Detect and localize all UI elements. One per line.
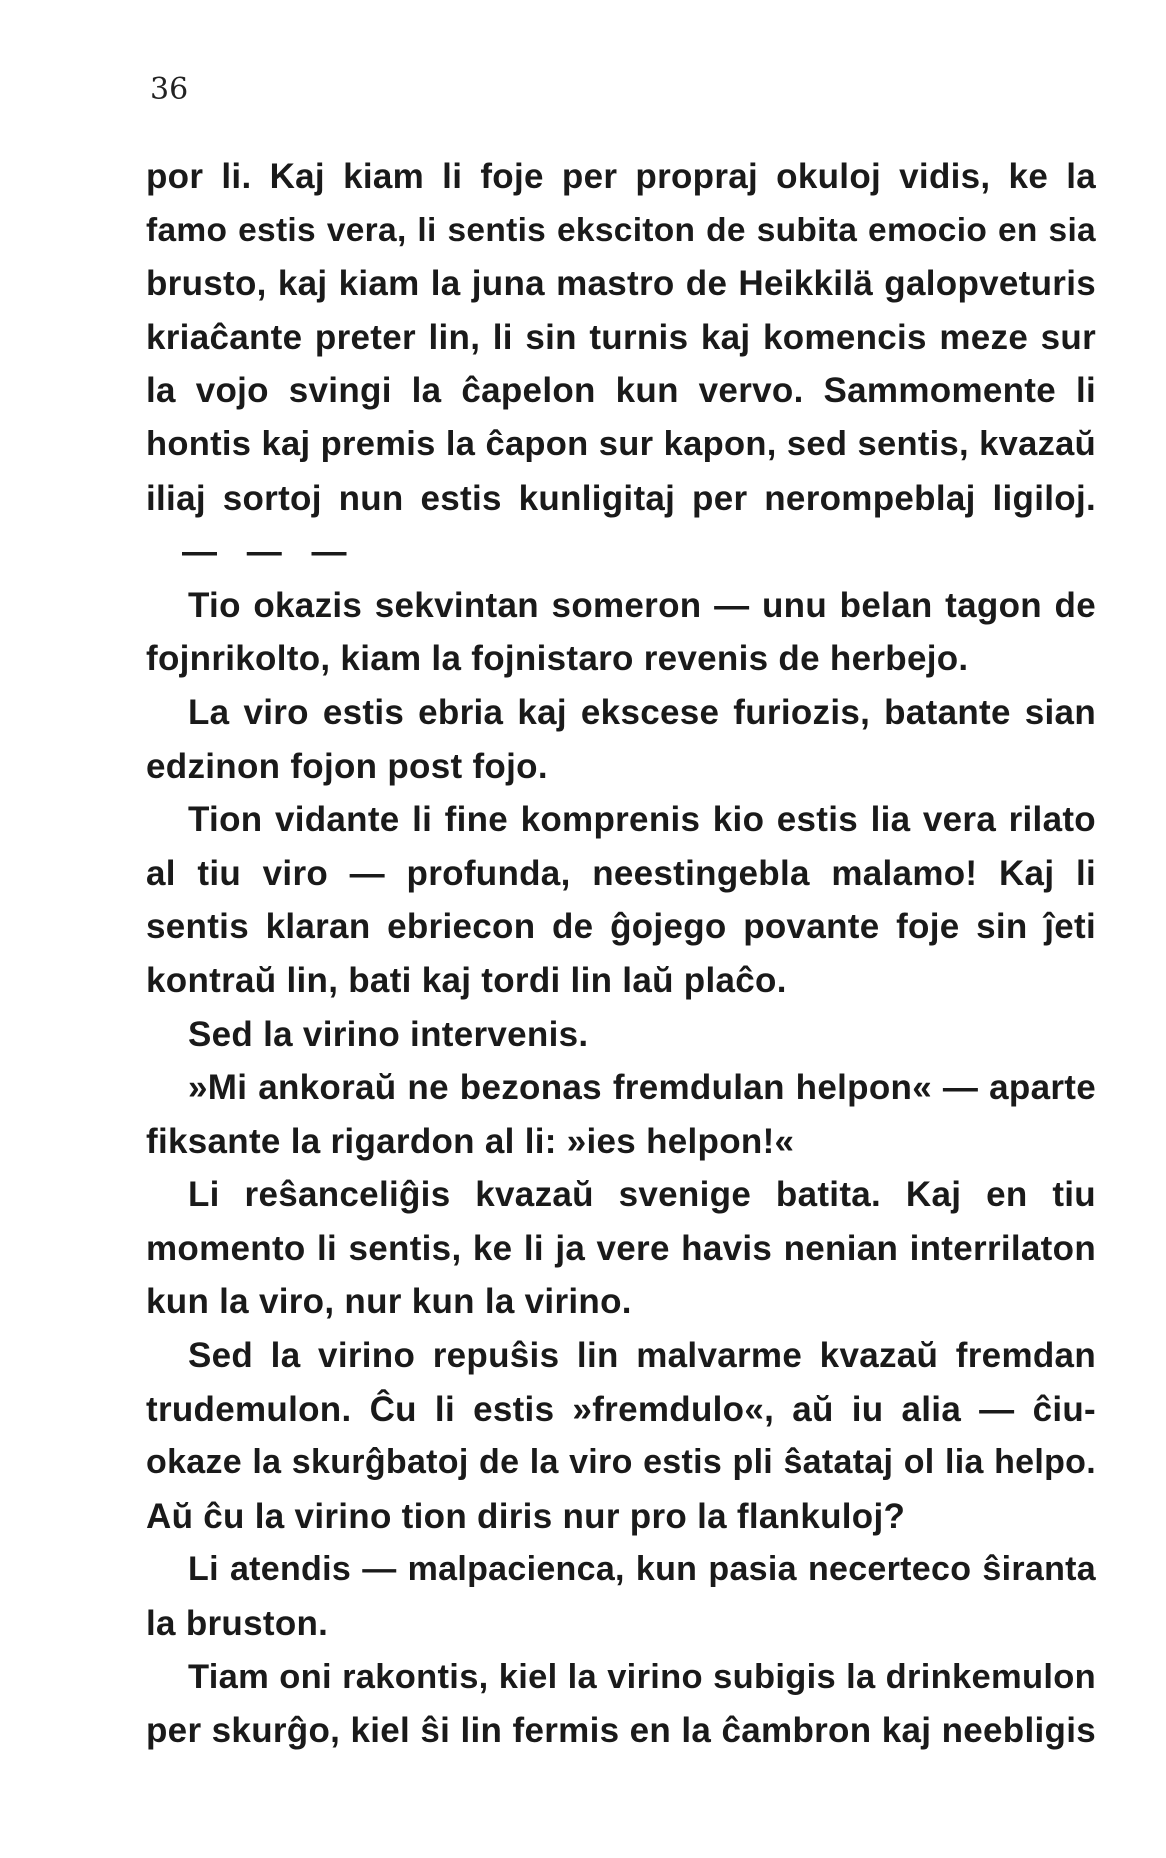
text-line: fiksante la rigardon al li: »ies helpon!«: [146, 1121, 795, 1161]
text-line: sentis klaran ebriecon de ĝojego povante foje sin ĵeti: [146, 907, 1096, 947]
text-line: »Mi ankoraŭ ne bezonas fremdulan helpon« — aparte: [188, 1068, 1096, 1108]
text-line: famo estis vera, li sentis eksciton de subita emocio en sia: [146, 211, 1096, 249]
text-line: Tio okazis sekvintan someron — unu belan tagon de: [188, 585, 1096, 625]
text-line: Tion vidante li fine komprenis kio estis lia vera rilato: [188, 800, 1096, 840]
text-line: Sed la virino repuŝis lin malvarme kvazaŭ fremdan: [188, 1336, 1096, 1376]
text-line: iliaj sortoj nun estis kunligitaj per nerompeblaj ligiloj.: [146, 478, 1096, 518]
text-line: Sed la virino intervenis.: [188, 1014, 589, 1054]
section-separator: — — —: [182, 532, 357, 572]
text-line: brusto, kaj kiam la juna mastro de Heikkilä galopveturis: [146, 264, 1096, 304]
text-line: la bruston.: [146, 1604, 329, 1644]
page-number: 36: [150, 72, 189, 107]
text-line: kontraŭ lin, bati kaj tordi lin laŭ plaĉo.: [146, 960, 787, 1000]
text-line: La viro estis ebria kaj ekscese furiozis, batante sian: [188, 692, 1096, 732]
text-line: por li. Kaj kiam li foje per propraj okuloj vidis, ke la: [146, 157, 1096, 196]
text-line: okaze la skurĝbatoj de la viro estis pli ŝatataj ol lia helpo.: [146, 1443, 1096, 1482]
text-line: fojnrikolto, kiam la fojnistaro revenis de herbejo.: [146, 639, 969, 679]
text-line: la vojo svingi la ĉapelon kun vervo. Sammomente li: [146, 371, 1096, 411]
text-line: trudemulon. Ĉu li estis »fremdulo«, aŭ iu alia — ĉiu-: [146, 1389, 1096, 1429]
body-text: [146, 150, 1096, 1758]
text-line: momento li sentis, ke li ja vere havis nenian interrilaton: [146, 1228, 1096, 1268]
text-line: Li atendis — malpacienca, kun pasia necerteco ŝiranta: [188, 1550, 1096, 1589]
text-line: per skurĝo, kiel ŝi lin fermis en la ĉambron kaj neebligis: [146, 1711, 1096, 1751]
text-line: Aŭ ĉu la virino tion diris nur pro la flankuloj?: [146, 1496, 906, 1536]
text-line: al tiu viro — profunda, neestingebla malamo! Kaj li: [146, 853, 1096, 893]
text-line: hontis kaj premis la ĉapon sur kapon, sed sentis, kvazaŭ: [146, 424, 1096, 463]
text-line: Tiam oni rakontis, kiel la virino subigis la drinkemulon: [188, 1657, 1096, 1696]
text-line: Li reŝanceliĝis kvazaŭ svenige batita. Kaj en tiu: [188, 1175, 1096, 1215]
text-line: kun la viro, nur kun la virino.: [146, 1282, 632, 1322]
text-line: edzinon fojon post fojo.: [146, 746, 548, 786]
text-line: kriaĉante preter lin, li sin turnis kaj komencis meze sur: [146, 317, 1096, 357]
